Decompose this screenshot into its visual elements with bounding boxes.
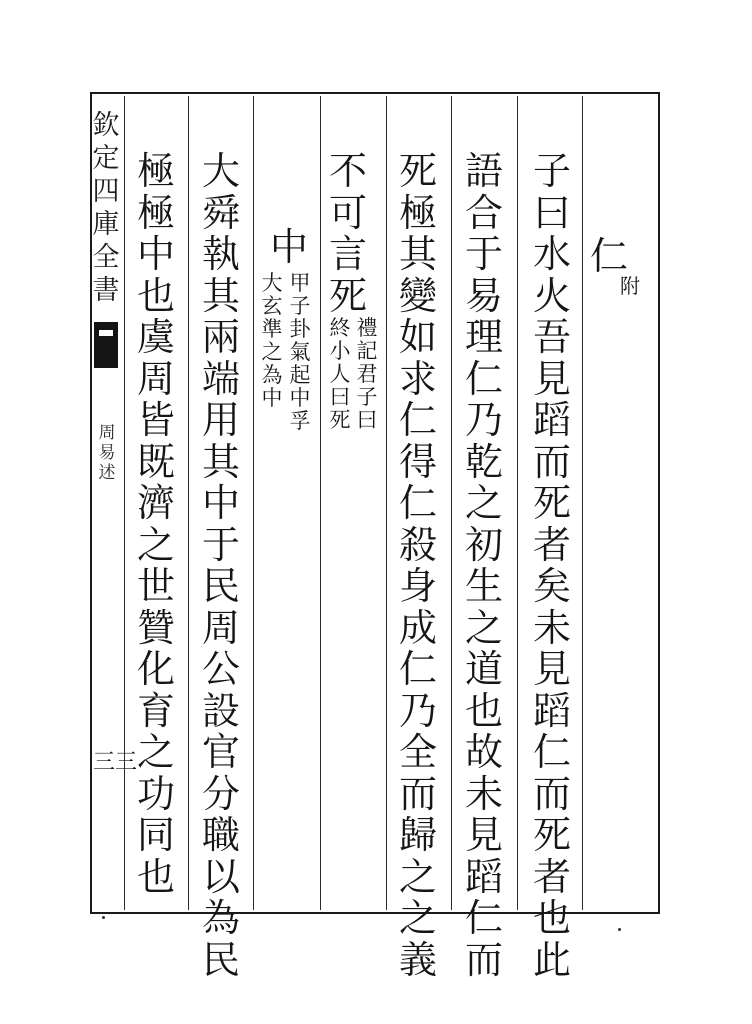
text-column-6-text [201, 149, 240, 982]
glyph: 為 [201, 896, 240, 940]
glyph: 中 [269, 225, 308, 269]
glyph: 死 [532, 813, 571, 857]
glyph: 初 [464, 522, 503, 567]
text-column-1 [530, 149, 574, 982]
glyph: 者 [532, 854, 571, 899]
glyph: 吾 [532, 315, 571, 359]
glyph: 書 [92, 275, 120, 306]
glyph: 端 [201, 356, 240, 401]
column-rule [517, 96, 518, 910]
glyph: 世 [136, 564, 175, 608]
glyph: 理 [464, 315, 503, 359]
glyph: 殺 [398, 522, 437, 567]
fishtail-mark-notch [99, 330, 113, 336]
glyph: 功 [136, 771, 175, 816]
glyph: 合 [464, 190, 503, 235]
spine-title [92, 112, 120, 310]
glyph: 而 [464, 937, 503, 982]
glyph: 道 [464, 647, 503, 691]
glyph: 周 [98, 423, 116, 443]
glyph: 育 [136, 688, 175, 733]
glyph: 乾 [464, 439, 503, 484]
glyph: 舜 [201, 190, 240, 235]
glyph: 贊 [136, 605, 175, 650]
glyph: 見 [532, 647, 571, 691]
glyph: 身 [398, 564, 437, 608]
column-rule [320, 96, 321, 910]
annotation-column-5b [260, 273, 284, 411]
glyph: 易 [98, 443, 116, 463]
glyph: 濟 [136, 481, 175, 525]
heading-tag: 附 [620, 274, 640, 298]
glyph: 未 [532, 605, 571, 650]
heading-title: 仁 [590, 234, 629, 278]
text-column-3-text [398, 149, 437, 982]
glyph: 甲 [289, 271, 311, 295]
glyph: 官 [201, 730, 240, 774]
glyph: 仁 [398, 398, 437, 442]
glyph: 變 [398, 273, 437, 318]
glyph: 極 [136, 149, 175, 193]
glyph: 死 [329, 408, 351, 432]
glyph: 定 [92, 143, 120, 174]
glyph: 小 [329, 339, 351, 363]
glyph: 皆 [136, 398, 175, 442]
glyph: 分 [201, 771, 240, 816]
glyph: 準 [261, 317, 283, 341]
text-column-1-text [532, 149, 571, 982]
glyph: 也 [532, 896, 571, 940]
column-rule [124, 96, 125, 910]
glyph: 庫 [92, 209, 120, 240]
glyph: 如 [398, 315, 437, 359]
glyph: 矣 [532, 564, 571, 608]
column-rule [188, 96, 189, 910]
glyph: 中 [136, 232, 175, 276]
glyph: 極 [136, 190, 175, 235]
column-rule [582, 96, 583, 910]
glyph: 周 [201, 605, 240, 650]
annotation-column-5b-text [262, 273, 283, 411]
glyph: 死 [398, 149, 437, 193]
glyph: 卦 [289, 317, 311, 341]
annotation-column-4a-text [357, 318, 378, 433]
glyph: 為 [261, 363, 283, 387]
glyph: 起 [289, 363, 311, 387]
page-number: 三三 [93, 750, 138, 775]
text-column-4 [326, 149, 370, 318]
glyph: 成 [398, 605, 437, 650]
glyph: 以 [201, 854, 240, 899]
text-column-7 [134, 149, 178, 899]
glyph: 也 [136, 854, 175, 899]
glyph: 之 [398, 896, 437, 940]
fishtail-mark [94, 322, 118, 368]
glyph: 職 [201, 813, 240, 857]
annotation-column-4b [328, 318, 352, 433]
annotation-column-5a [288, 273, 312, 434]
glyph: 而 [398, 771, 437, 816]
speck [618, 928, 621, 931]
glyph: 蹈 [532, 398, 571, 442]
glyph: 氣 [289, 340, 311, 364]
glyph: 而 [532, 771, 571, 816]
annotation-column-5a-text [290, 273, 311, 434]
glyph: 周 [136, 356, 175, 401]
text-column-2 [462, 149, 506, 982]
glyph: 之 [261, 340, 283, 364]
glyph: 曰 [532, 190, 571, 235]
glyph: 見 [532, 356, 571, 401]
glyph: 執 [201, 232, 240, 276]
text-column-5-text [269, 225, 308, 270]
glyph: 極 [398, 190, 437, 235]
glyph: 言 [328, 232, 367, 276]
glyph: 其 [398, 232, 437, 276]
glyph: 君 [356, 362, 378, 386]
glyph: 記 [356, 339, 378, 363]
glyph: 用 [201, 398, 240, 442]
glyph: 四 [92, 176, 120, 207]
glyph: 民 [201, 937, 240, 982]
glyph: 火 [532, 273, 571, 318]
glyph: 仁 [464, 356, 503, 401]
text-column-2-text [464, 149, 503, 982]
glyph: 子 [532, 149, 571, 193]
spine-section-text [99, 425, 116, 485]
glyph: 終 [329, 316, 351, 340]
glyph: 大 [201, 149, 240, 193]
glyph: 全 [92, 242, 120, 273]
glyph: 也 [136, 273, 175, 318]
glyph: 求 [398, 356, 437, 401]
glyph: 化 [136, 647, 175, 691]
glyph: 于 [464, 232, 503, 276]
glyph: 欽 [92, 110, 120, 141]
glyph: 公 [201, 647, 240, 691]
glyph: 死 [532, 481, 571, 525]
glyph: 故 [464, 730, 503, 774]
glyph: 子 [356, 385, 378, 409]
glyph: 玄 [261, 294, 283, 318]
glyph: 之 [136, 730, 175, 774]
glyph: 語 [464, 149, 503, 193]
glyph: 仁 [398, 647, 437, 691]
glyph: 兩 [201, 315, 240, 359]
glyph: 義 [398, 937, 437, 982]
spine-section [96, 425, 118, 485]
annotation-column-4b-text [330, 318, 351, 433]
glyph: 得 [398, 439, 437, 484]
glyph: 人 [329, 362, 351, 386]
glyph: 仁 [398, 481, 437, 525]
glyph: 其 [201, 439, 240, 484]
glyph: 同 [136, 813, 175, 857]
glyph: 蹈 [464, 854, 503, 899]
glyph: 設 [201, 688, 240, 733]
glyph: 者 [532, 522, 571, 567]
glyph: 仁 [532, 730, 571, 774]
glyph: 也 [464, 688, 503, 733]
glyph: 其 [201, 273, 240, 318]
text-column-4-text [328, 149, 367, 318]
annotation-column-4a [355, 318, 379, 433]
text-column-3 [396, 149, 440, 982]
glyph: 子 [289, 294, 311, 318]
glyph: 水 [532, 232, 571, 276]
glyph: 述 [98, 463, 116, 483]
glyph: 曰 [329, 385, 351, 409]
glyph: 于 [201, 522, 240, 567]
glyph: 之 [464, 605, 503, 650]
spine-title-text [93, 112, 120, 310]
glyph: 禮 [356, 316, 378, 340]
glyph: 之 [464, 481, 503, 525]
glyph: 曰 [356, 408, 378, 432]
speck [102, 916, 105, 919]
glyph: 既 [136, 439, 175, 484]
glyph: 全 [398, 730, 437, 774]
glyph: 死 [328, 273, 367, 318]
glyph: 乃 [464, 398, 503, 442]
glyph: 可 [328, 190, 367, 235]
glyph: 中 [201, 481, 240, 525]
glyph: 易 [464, 273, 503, 318]
text-column-5 [267, 225, 311, 270]
glyph: 見 [464, 813, 503, 857]
glyph: 民 [201, 564, 240, 608]
glyph: 仁 [464, 896, 503, 940]
column-rule [451, 96, 452, 910]
glyph: 之 [136, 522, 175, 567]
glyph: 未 [464, 771, 503, 816]
glyph: 而 [532, 439, 571, 484]
glyph: 中 [289, 386, 311, 410]
glyph: 虞 [136, 315, 175, 359]
glyph: 不 [328, 149, 367, 193]
column-rule [253, 96, 254, 910]
glyph: 之 [398, 854, 437, 899]
text-column-7-text [136, 149, 175, 899]
glyph: 此 [532, 937, 571, 982]
glyph: 大 [261, 271, 283, 295]
glyph: 中 [261, 386, 283, 410]
column-rule [386, 96, 387, 910]
glyph: 生 [464, 564, 503, 608]
text-column-6 [199, 149, 243, 982]
glyph: 蹈 [532, 688, 571, 733]
glyph: 乃 [398, 688, 437, 733]
glyph: 孚 [289, 409, 311, 433]
glyph: 歸 [398, 813, 437, 857]
